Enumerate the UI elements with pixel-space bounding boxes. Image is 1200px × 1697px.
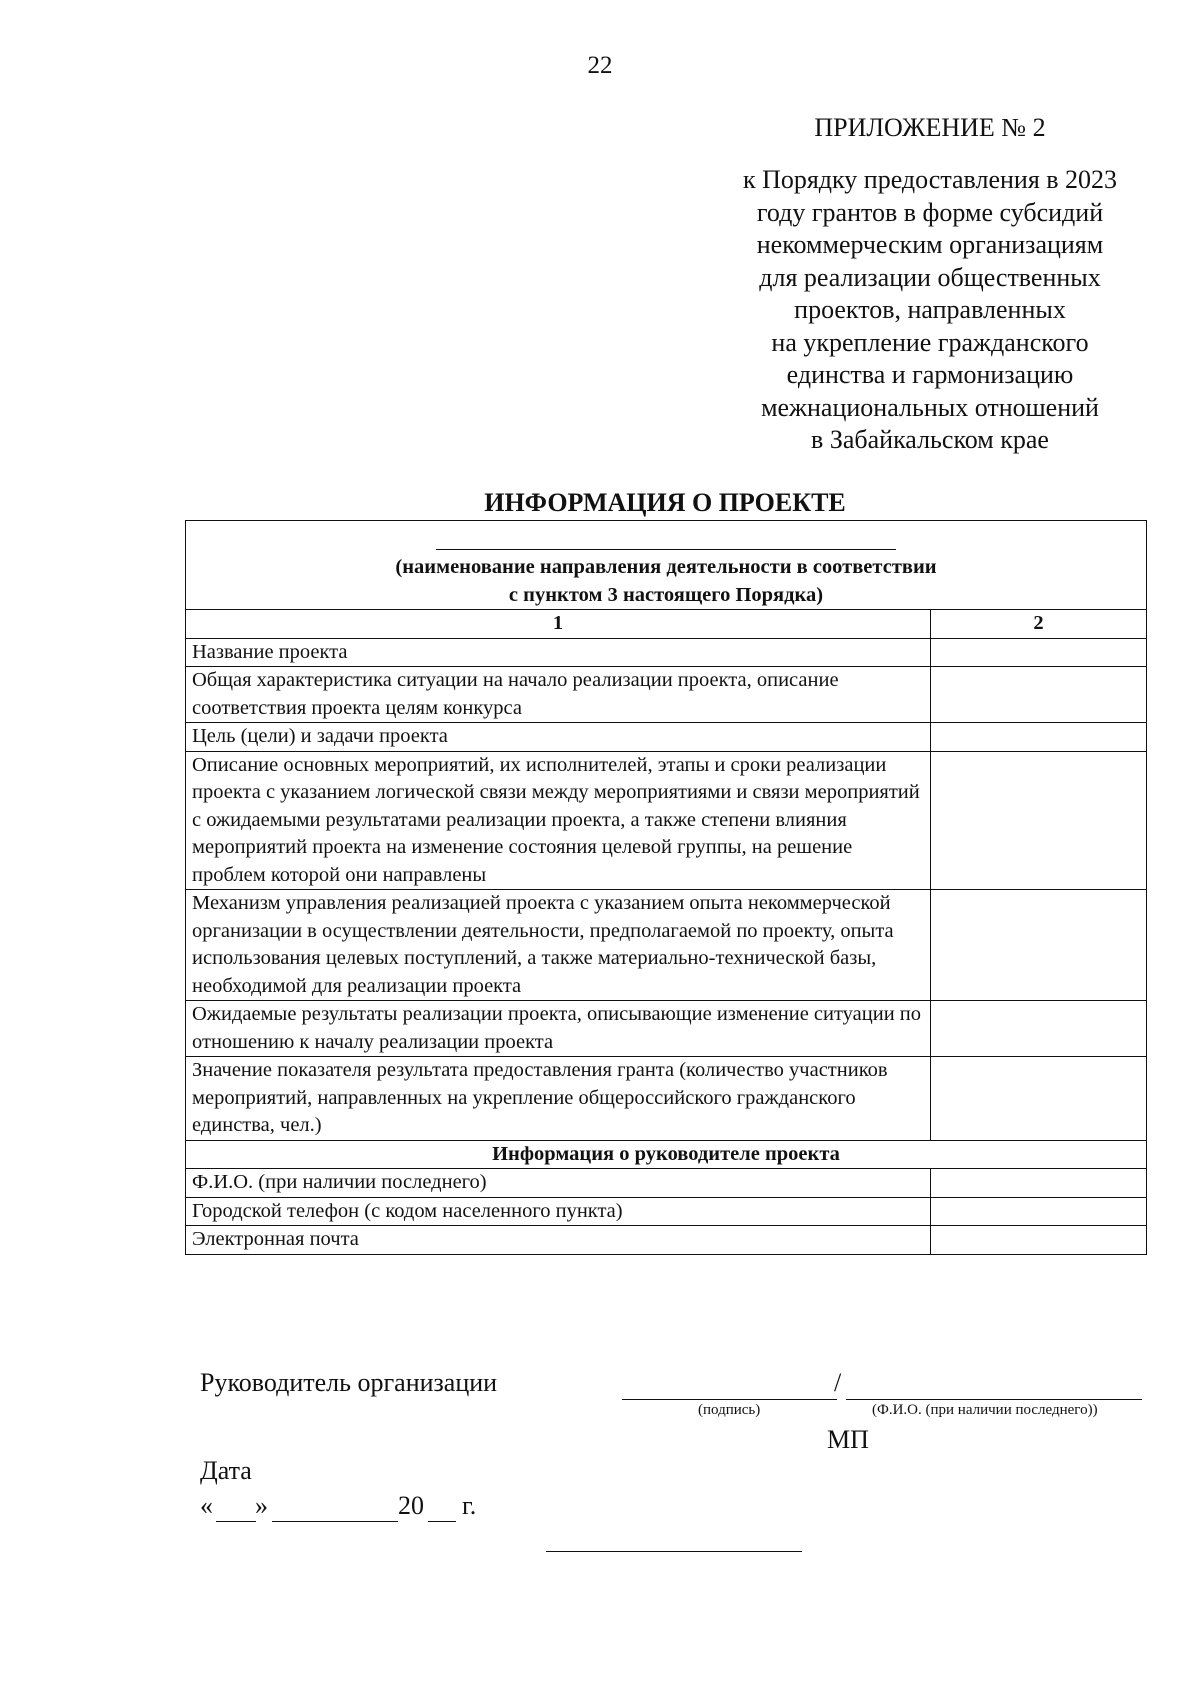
appendix-subtitle-line: некоммерческим организациям <box>756 230 1104 259</box>
table-row <box>186 890 1147 1001</box>
row-label: Ожидаемые результаты реализации проекта, описывающие изменение ситуации по отношению к началу реализации проекта <box>186 1001 931 1057</box>
closing-separator-line <box>546 1551 802 1552</box>
date-year-prefix: 20 <box>398 1491 424 1520</box>
signature-slash: / <box>834 1368 842 1397</box>
direction-name-blank-line <box>436 529 896 550</box>
name-blank-line[interactable] <box>846 1399 1142 1400</box>
date-label: Дата <box>200 1456 252 1485</box>
seal-mark: МП <box>827 1425 869 1454</box>
row-label: Механизм управления реализацией проекта с указанием опыта некоммерческой организации в осуществлении деятельности, предполагаемой по проекту, опыта использования целевых поступлений, а также материально-технической базы, необходимой для реализации проекта <box>186 890 931 1001</box>
row-label: Описание основных мероприятий, их исполнителей, этапы и сроки реализации проекта с указанием логической связи между мероприятиями и связи мероприятий с ожидаемыми результатами реализации проекта, а также степени влияния мероприятий проекта на изменение состояния целевой группы, на решение проблем которой они направлены <box>186 751 931 890</box>
date-month-blank[interactable] <box>272 1521 398 1522</box>
section-title: Информация о руководителе проекта <box>186 1140 1147 1169</box>
date-close-quote: » <box>255 1491 268 1520</box>
table-row <box>186 1197 1147 1226</box>
row-value-cell[interactable] <box>931 1197 1147 1226</box>
table-header-row <box>186 521 1147 610</box>
section-row <box>186 1140 1147 1169</box>
header-caption-line: (наименование направления деятельности в соответствии <box>395 556 937 578</box>
appendix-subtitle-line: году грантов в форме субсидий <box>756 197 1104 227</box>
date-open-quote: « <box>200 1491 213 1520</box>
signature-label: Руководитель организации <box>200 1368 498 1397</box>
row-label: Значение показателя результата предоставления гранта (количество участников мероприятий, направленных на укрепление общероссийского гражданского единства, чел.) <box>186 1057 931 1141</box>
row-value-cell[interactable] <box>931 1001 1147 1057</box>
appendix-subtitle <box>700 164 1160 457</box>
row-label: Цель (цели) и задачи проекта <box>186 723 931 752</box>
row-label: Общая характеристика ситуации на начало реализации проекта, описание соответствия проекта целям конкурса <box>186 667 931 723</box>
appendix-subtitle-line: для реализации общественных <box>759 262 1101 292</box>
row-value-cell[interactable] <box>931 667 1147 723</box>
direction-name-cell[interactable] <box>186 521 1147 610</box>
date-year-suffix: г. <box>462 1491 477 1520</box>
row-label: Название проекта <box>186 638 931 667</box>
column-number-row <box>186 610 1147 639</box>
table-row <box>186 723 1147 752</box>
column-number: 1 <box>186 610 931 639</box>
row-value-cell[interactable] <box>931 638 1147 667</box>
appendix-subtitle-line: проектов, направленных <box>794 295 1066 324</box>
table-row <box>186 1226 1147 1255</box>
date-year-blank[interactable] <box>428 1521 456 1522</box>
date-day-blank[interactable] <box>216 1521 256 1522</box>
row-label: Ф.И.О. (при наличии последнего) <box>186 1169 931 1198</box>
signature-caption: (подпись) <box>698 1402 761 1418</box>
appendix-title: ПРИЛОЖЕНИЕ № 2 <box>814 113 1046 142</box>
table-row <box>186 667 1147 723</box>
table-row <box>186 1169 1147 1198</box>
table-row <box>186 638 1147 667</box>
table-row <box>186 1057 1147 1141</box>
name-caption: (Ф.И.О. (при наличии последнего)) <box>872 1402 1098 1418</box>
row-label: Городской телефон (с кодом населенного пункта) <box>186 1197 931 1226</box>
appendix-subtitle-line: на укрепление гражданского <box>771 327 1089 357</box>
signature-blank-line[interactable] <box>622 1399 837 1400</box>
appendix-subtitle-line: в Забайкальском крае <box>811 425 1049 454</box>
column-number: 2 <box>931 610 1147 639</box>
table-row <box>186 1001 1147 1057</box>
row-label: Электронная почта <box>186 1226 931 1255</box>
row-value-cell[interactable] <box>931 1226 1147 1255</box>
page-number: 22 <box>587 52 613 79</box>
appendix-subtitle-line: межнациональных отношений <box>761 392 1099 422</box>
project-info-table <box>185 520 1147 1255</box>
appendix-subtitle-line: к Порядку предоставления в 2023 <box>742 165 1118 194</box>
row-value-cell[interactable] <box>931 1057 1147 1141</box>
appendix-subtitle-line: единства и гармонизацию <box>786 360 1074 389</box>
header-caption-line: с пунктом 3 настоящего Порядка) <box>508 583 824 606</box>
row-value-cell[interactable] <box>931 1169 1147 1198</box>
row-value-cell[interactable] <box>931 890 1147 1001</box>
document-title: ИНФОРМАЦИЯ О ПРОЕКТЕ <box>484 488 846 517</box>
row-value-cell[interactable] <box>931 723 1147 752</box>
table-row <box>186 751 1147 890</box>
row-value-cell[interactable] <box>931 751 1147 890</box>
